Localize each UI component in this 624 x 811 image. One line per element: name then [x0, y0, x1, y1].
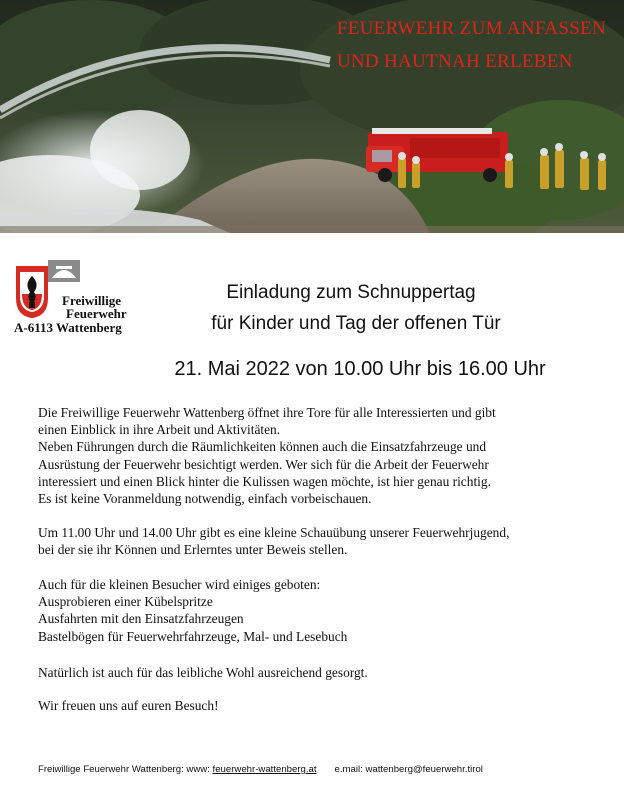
text-line: interessiert und einen Blick hinter die Kulissen wagen möchte, ist hier genau richtig.	[38, 473, 491, 489]
exercise-paragraph	[38, 524, 598, 558]
intro-paragraph	[38, 404, 598, 507]
hero-title-line-2: UND HAUTNAH ERLEBEN	[336, 51, 573, 72]
kids-paragraph	[38, 576, 598, 645]
text-line: Auch für die kleinen Besucher wird einiges geboten:	[38, 577, 321, 592]
list-item: Ausfahrten mit den Einsatzfahrzeugen	[38, 611, 244, 627]
text-line: Um 11.00 Uhr und 14.00 Uhr gibt es eine kleine Schauübung unserer Feuerwehrjugend,	[38, 525, 510, 540]
text-line: Es ist keine Voranmeldung notwendig, einfach vorbeischauen.	[38, 491, 372, 507]
invitation-title: Einladung zum Schnuppertag	[226, 282, 476, 303]
food-paragraph	[38, 664, 598, 681]
logo-address: A-6113 Wattenberg	[14, 320, 122, 335]
footer-org: Freiwillige Feuerwehr Wattenberg: www:	[38, 764, 213, 775]
event-date: 21. Mai 2022 von 10.00 Uhr bis 16.00 Uhr	[174, 358, 546, 380]
list-item: Ausprobieren einer Kübelspritze	[38, 594, 213, 610]
text-line: einen Einblick in ihre Arbeit und Aktivitäten.	[38, 422, 281, 438]
list-item: Bastelbögen für Feuerwehrfahrzeuge, Mal- und Lesebuch	[38, 628, 348, 644]
hero-title	[337, 12, 606, 78]
text-line: Neben Führungen durch die Räumlichkeiten können auch die Einsatzfahrzeuge und	[38, 439, 487, 455]
logo-line-2: Feuerwehr	[66, 306, 127, 321]
logo-name	[62, 294, 127, 320]
text-line: Ausrüstung der Feuerwehr besichtigt werden. Wer sich für die Arbeit der Feuerwehr	[38, 456, 489, 472]
hero-photo	[0, 0, 624, 233]
closing-paragraph	[38, 697, 598, 714]
text-line: Natürlich ist auch für das leibliche Wohl ausreichend gesorgt.	[38, 665, 368, 680]
footer-email[interactable]: e.mail: wattenberg@feuerwehr.tirol	[334, 764, 483, 775]
hero-title-line-1: FEUERWEHR ZUM ANFASSEN	[336, 18, 606, 39]
text-line: Die Freiwillige Feuerwehr Wattenberg öffnet ihre Tore für alle Interessierten und gibt	[38, 405, 496, 420]
logo-line-1: Freiwillige	[62, 293, 121, 308]
text-line: Wir freuen uns auf euren Besuch!	[38, 698, 219, 713]
text-line: bei der sie ihr Können und Erlerntes unter Beweis stellen.	[38, 542, 348, 558]
invitation-subtitle: für Kinder und Tag der offenen Tür	[211, 313, 501, 334]
footer	[38, 764, 483, 775]
website-link[interactable]: feuerwehr-wattenberg.at	[212, 764, 317, 775]
